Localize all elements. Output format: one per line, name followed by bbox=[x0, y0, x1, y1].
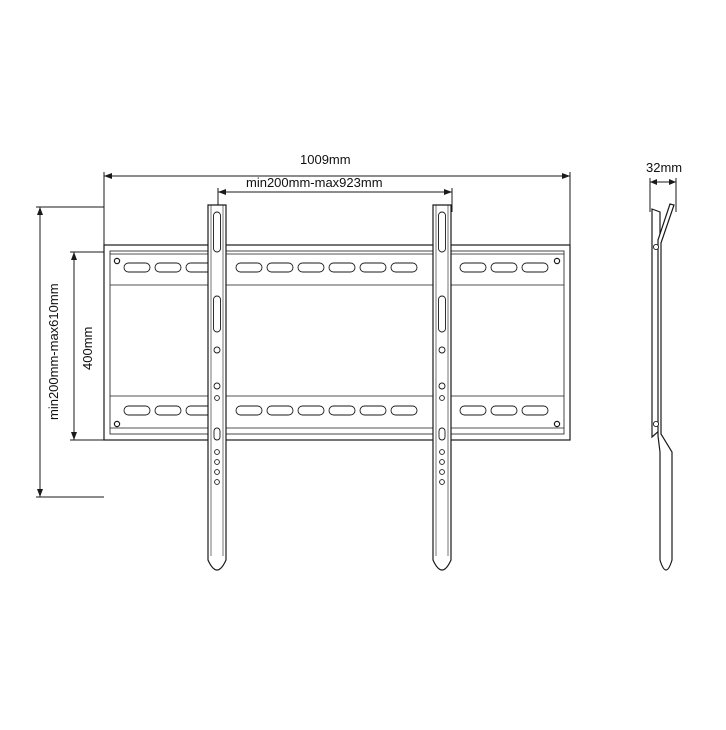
arrow-plate-top bbox=[71, 252, 77, 260]
slot bbox=[360, 263, 386, 272]
right-rail-hole-c bbox=[440, 396, 445, 401]
arrow-overall-left bbox=[104, 173, 112, 179]
right-rail-hole-g bbox=[440, 480, 445, 485]
slot bbox=[298, 263, 324, 272]
arrow-hrange-right bbox=[444, 189, 452, 195]
slot bbox=[155, 406, 181, 415]
right-vertical-rail bbox=[433, 205, 451, 570]
arrow-plate-bottom bbox=[71, 432, 77, 440]
corner-hole-br bbox=[554, 421, 559, 426]
left-rail-hole-a bbox=[214, 347, 220, 353]
right-rail-slot-mid bbox=[439, 296, 446, 332]
corner-hole-tr bbox=[554, 258, 559, 263]
slot bbox=[236, 263, 262, 272]
arrow-vrange-bottom bbox=[37, 489, 43, 497]
label-vertical-hole-range: min200mm-max610mm bbox=[46, 283, 61, 420]
label-plate-height: 400mm bbox=[80, 326, 95, 370]
side-rail-profile bbox=[658, 204, 674, 570]
label-horizontal-hole-range: min200mm-max923mm bbox=[246, 175, 383, 190]
label-depth: 32mm bbox=[646, 160, 683, 175]
right-rail-slot-lower bbox=[439, 428, 445, 440]
slot bbox=[491, 406, 517, 415]
right-rail-hole-b bbox=[439, 383, 445, 389]
right-rail-hole-f bbox=[440, 470, 445, 475]
slot bbox=[124, 263, 150, 272]
corner-hole-bl bbox=[114, 421, 119, 426]
left-vertical-rail bbox=[208, 205, 226, 570]
right-rail-slot-top bbox=[439, 212, 446, 252]
slot bbox=[460, 263, 486, 272]
arrow-depth-right bbox=[669, 179, 676, 185]
bottom-slot-row bbox=[124, 406, 548, 415]
side-hole-top bbox=[653, 244, 658, 249]
label-overall-width: 1009mm bbox=[300, 152, 351, 167]
slot bbox=[522, 263, 548, 272]
left-rail-slot-top bbox=[214, 212, 221, 252]
slot bbox=[236, 406, 262, 415]
slot bbox=[124, 406, 150, 415]
slot bbox=[155, 263, 181, 272]
slot bbox=[267, 406, 293, 415]
arrow-overall-right bbox=[562, 173, 570, 179]
slot bbox=[329, 263, 355, 272]
slot bbox=[267, 263, 293, 272]
side-hole-bottom bbox=[653, 421, 658, 426]
slot bbox=[298, 406, 324, 415]
left-rail-hole-d bbox=[215, 450, 220, 455]
top-slot-row bbox=[124, 263, 548, 272]
side-view-group bbox=[652, 204, 674, 570]
right-rail-hole-d bbox=[440, 450, 445, 455]
arrow-depth-left bbox=[650, 179, 657, 185]
left-rail-hole-c bbox=[215, 396, 220, 401]
slot bbox=[391, 406, 417, 415]
left-rail-hole-b bbox=[214, 383, 220, 389]
slot bbox=[329, 406, 355, 415]
right-rail-hole-e bbox=[440, 460, 445, 465]
left-rail-hole-g bbox=[215, 480, 220, 485]
slot bbox=[360, 406, 386, 415]
slot bbox=[391, 263, 417, 272]
left-rail-hole-e bbox=[215, 460, 220, 465]
slot bbox=[460, 406, 486, 415]
arrow-vrange-top bbox=[37, 207, 43, 215]
arrow-hrange-left bbox=[218, 189, 226, 195]
corner-hole-tl bbox=[114, 258, 119, 263]
right-rail-hole-a bbox=[439, 347, 445, 353]
slot bbox=[491, 263, 517, 272]
slot bbox=[522, 406, 548, 415]
left-rail-slot-mid bbox=[214, 296, 221, 332]
left-rail-hole-f bbox=[215, 470, 220, 475]
left-rail-slot-lower bbox=[214, 428, 220, 440]
